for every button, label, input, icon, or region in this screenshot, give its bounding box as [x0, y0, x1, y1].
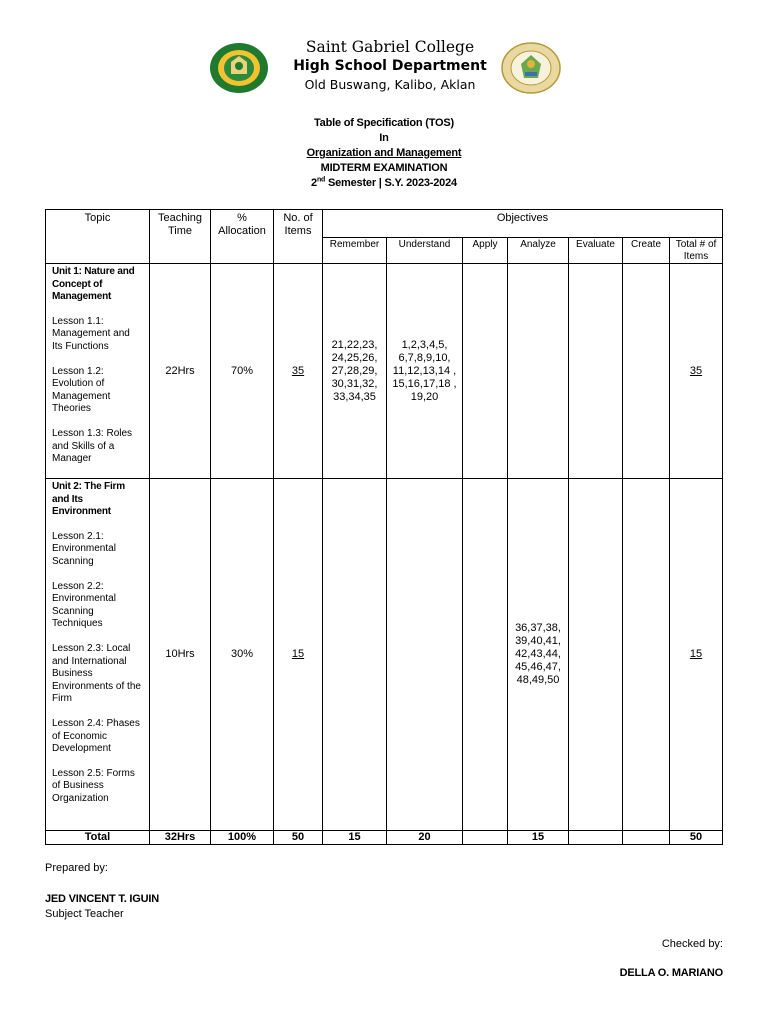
- lesson-2-2: Lesson 2.2: Environmental Scanning Techniques: [52, 580, 116, 630]
- department-seal-logo-right: [501, 42, 561, 94]
- title-line-1: Table of Specification (TOS): [313, 117, 455, 129]
- unit-2-time: 10Hrs: [150, 479, 211, 831]
- header-teaching-time: Teaching Time: [150, 210, 211, 264]
- unit-1-evaluate: [569, 264, 623, 479]
- total-understand: 20: [387, 831, 463, 845]
- unit-1-allocation: 70%: [211, 264, 274, 479]
- lesson-1-1: Lesson 1.1: Management and Its Functions: [52, 315, 130, 352]
- prepared-by-label: Prepared by:: [45, 862, 108, 874]
- unit-2-analyze: 36,37,38, 39,40,41, 42,43,44, 45,46,47, 48,49,50: [508, 479, 569, 831]
- semester-suffix: nd: [316, 176, 326, 184]
- unit-2-create: [623, 479, 670, 831]
- lesson-2-1: Lesson 2.1: Environmental Scanning: [52, 530, 116, 567]
- unit-1-analyze: [508, 264, 569, 479]
- unit-1-understand: 1,2,3,4,5, 6,7,8,9,10, 11,12,13,14 , 15,16,17,18 , 19,20: [387, 264, 463, 479]
- total-apply: [463, 831, 508, 845]
- subheader-create: Create: [623, 238, 670, 264]
- unit-2-allocation: 30%: [211, 479, 274, 831]
- lesson-1-2: Lesson 1.2: Evolution of Management Theories: [52, 365, 111, 415]
- total-total-items: 50: [670, 831, 723, 845]
- unit-1-remember: 21,22,23, 24,25,26, 27,28,29, 30,31,32, 33,34,35: [323, 264, 387, 479]
- unit-1-topic-cell: [46, 264, 150, 479]
- tos-table: [45, 209, 723, 845]
- unit-2-understand: [387, 479, 463, 831]
- total-items: 50: [274, 831, 323, 845]
- total-remember: 15: [323, 831, 387, 845]
- total-analyze: 15: [508, 831, 569, 845]
- subheader-remember: Remember: [323, 238, 387, 264]
- preparer-title: Subject Teacher: [45, 908, 124, 920]
- total-evaluate: [569, 831, 623, 845]
- unit-1-apply: [463, 264, 508, 479]
- lesson-2-4: Lesson 2.4: Phases of Economic Development: [52, 717, 140, 755]
- preparer-name: JED VINCENT T. IGUIN: [45, 893, 159, 905]
- checked-by-label: Checked by:: [661, 938, 723, 950]
- school-department: High School Department: [293, 58, 487, 74]
- unit-2-row: [46, 479, 723, 831]
- total-label: Total: [46, 831, 150, 845]
- subject-title: Organization and Management: [306, 147, 462, 159]
- school-identity: [285, 38, 495, 94]
- document-title-block: [0, 116, 768, 191]
- total-time: 32Hrs: [150, 831, 211, 845]
- lesson-2-5: Lesson 2.5: Forms of Business Organization: [52, 767, 135, 804]
- school-name: Saint Gabriel College: [305, 38, 475, 56]
- letterhead: [0, 38, 768, 100]
- subheader-analyze: Analyze: [508, 238, 569, 264]
- exam-title: MIDTERM EXAMINATION: [320, 162, 448, 174]
- total-allocation: 100%: [211, 831, 274, 845]
- lesson-2-3: Lesson 2.3: Local and International Business Environments of the Firm: [52, 642, 141, 705]
- title-line-2: In: [379, 132, 389, 144]
- unit-1-row: [46, 264, 723, 479]
- total-row: [46, 831, 723, 845]
- header-topic: Topic: [46, 210, 150, 264]
- unit-2-apply: [463, 479, 508, 831]
- header-no-of-items: No. of Items: [274, 210, 323, 264]
- unit-2-evaluate: [569, 479, 623, 831]
- checker-name: DELLA O. MARIANO: [619, 967, 723, 979]
- subheader-apply: Apply: [463, 238, 508, 264]
- header-allocation: % Allocation: [211, 210, 274, 264]
- semester-school-year: Semester | S.Y. 2023-2024: [325, 177, 457, 189]
- unit-2-title: Unit 2: The Firm and Its Environment: [52, 481, 125, 518]
- unit-2-items: 15: [274, 479, 323, 831]
- lesson-1-3: Lesson 1.3: Roles and Skills of a Manager: [52, 427, 133, 465]
- unit-1-total: 35: [670, 264, 723, 479]
- unit-2-remember: [323, 479, 387, 831]
- header-objectives: Objectives: [323, 210, 723, 238]
- unit-1-items: 35: [274, 264, 323, 479]
- subheader-understand: Understand: [387, 238, 463, 264]
- subheader-total-items: Total # of Items: [670, 238, 723, 264]
- school-address: Old Buswang, Kalibo, Aklan: [304, 77, 476, 92]
- unit-2-total: 15: [670, 479, 723, 831]
- school-seal-logo-left: [209, 42, 269, 94]
- unit-2-topic-cell: [46, 479, 150, 831]
- semester-number: 2: [311, 177, 317, 189]
- unit-1-title: Unit 1: Nature and Concept of Management: [52, 266, 135, 303]
- total-create: [623, 831, 670, 845]
- subheader-evaluate: Evaluate: [569, 238, 623, 264]
- unit-1-time: 22Hrs: [150, 264, 211, 479]
- semester-line: [0, 176, 768, 191]
- header-row: [46, 210, 723, 238]
- unit-1-create: [623, 264, 670, 479]
